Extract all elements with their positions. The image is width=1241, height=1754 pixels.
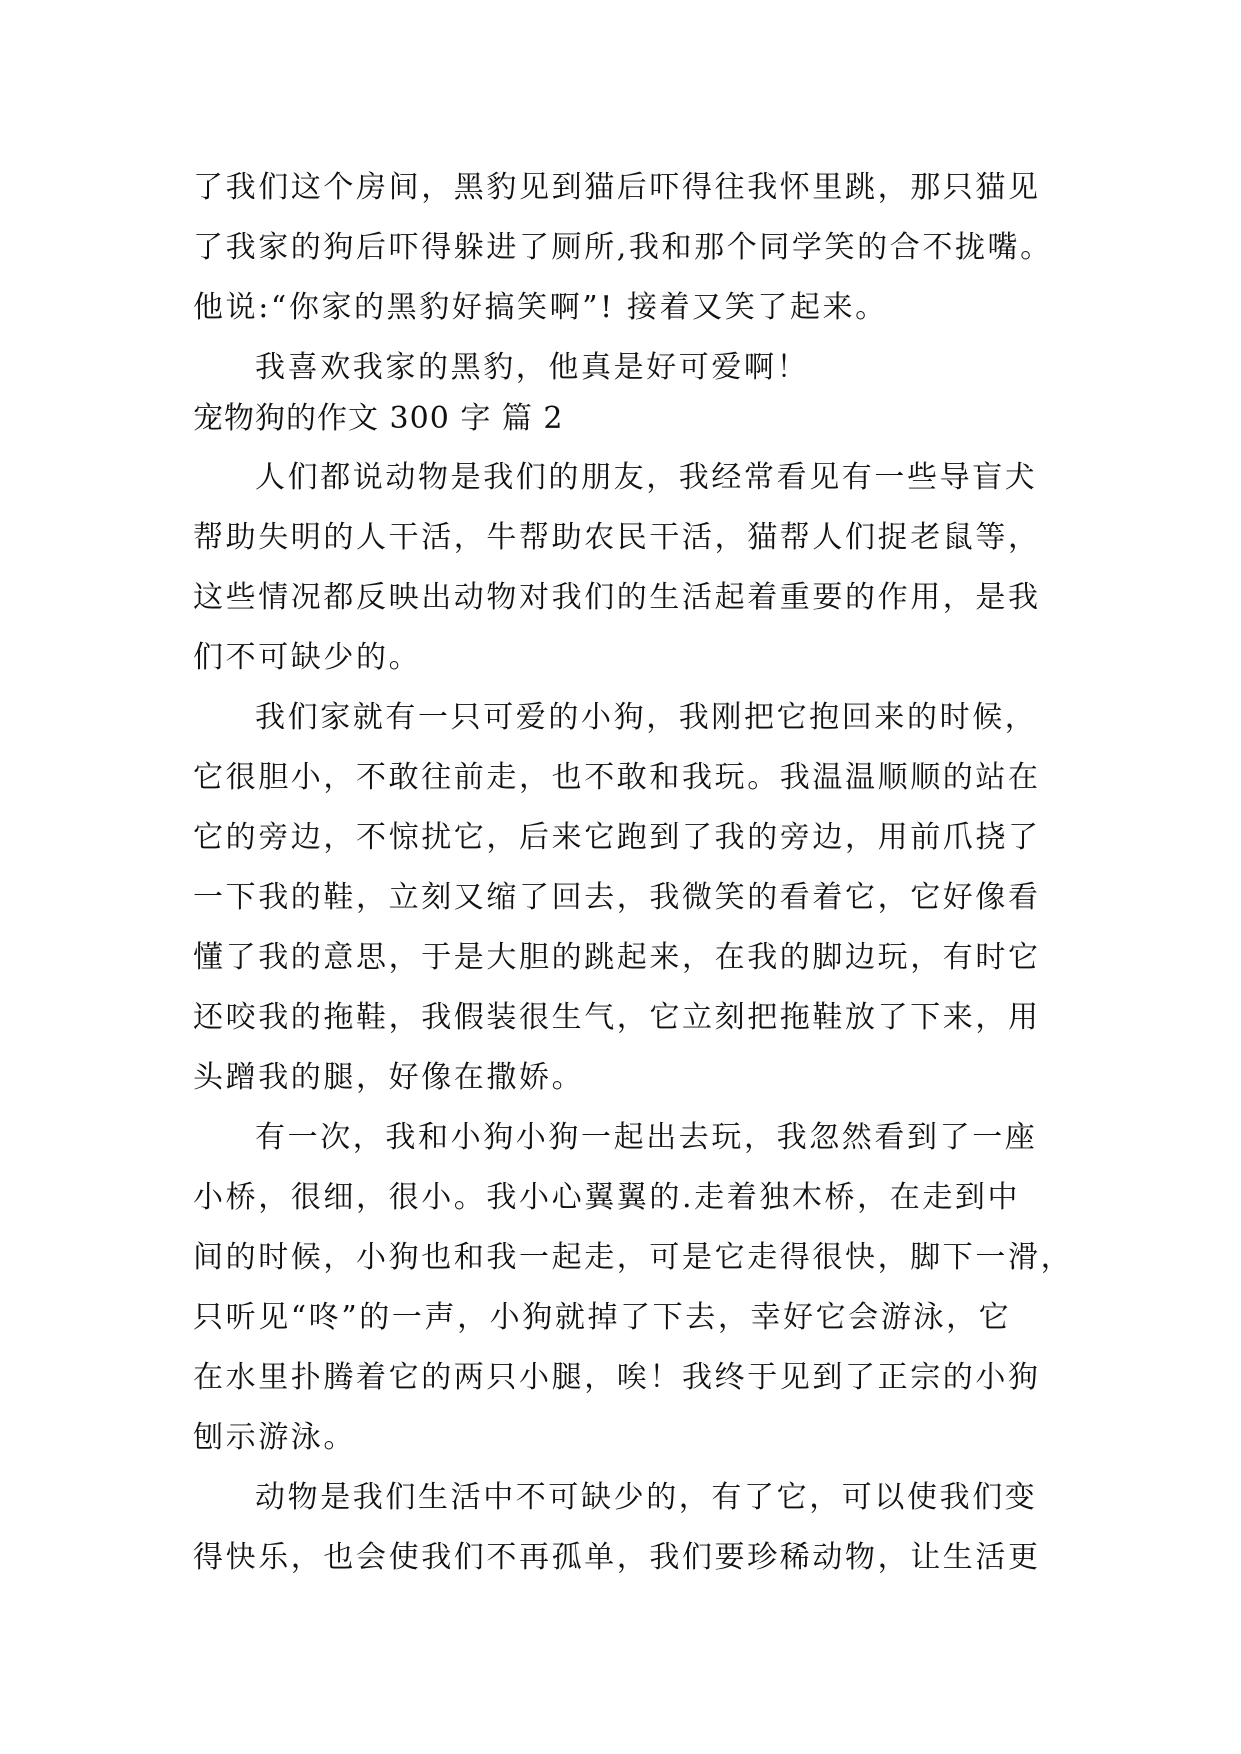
- text-line: 它很胆小，不敢往前走，也不敢和我玩。我温温顺顺的站在: [193, 760, 1041, 795]
- text-line: 还咬我的拖鞋，我假装很生气，它立刻把拖鞋放了下来，用: [193, 1000, 1041, 1035]
- text-line: 懂了我的意思，于是大胆的跳起来，在我的脚边玩，有时它: [193, 940, 1041, 975]
- text-line: 了我们这个房间，黑豹见到猫后吓得往我怀里跳，那只猫见: [193, 170, 1041, 205]
- text-line: 们不可缺少的。: [193, 640, 422, 675]
- text-line: 间的时候，小狗也和我一起走，可是它走得很快，脚下一滑，: [193, 1240, 1074, 1275]
- text-line: 得快乐，也会使我们不再孤单，我们要珍稀动物，让生活更: [193, 1540, 1041, 1575]
- text-line: 一下我的鞋，立刻又缩了回去，我微笑的看着它，它好像看: [193, 880, 1041, 915]
- text-line: 帮助失明的人干活，牛帮助农民干活，猫帮人们捉老鼠等，: [193, 520, 1041, 555]
- text-line: 动物是我们生活中不可缺少的，有了它，可以使我们变: [255, 1480, 1038, 1515]
- text-line: 刨示游泳。: [193, 1420, 356, 1455]
- text-line: 小桥，很细，很小。我小心翼翼的.走着独木桥，在走到中: [193, 1180, 1021, 1215]
- text-line: 我喜欢我家的黑豹，他真是好可爱啊！: [255, 350, 810, 385]
- text-line: 在水里扑腾着它的两只小腿，唉！我终于见到了正宗的小狗: [193, 1360, 1041, 1395]
- text-line: 人们都说动物是我们的朋友，我经常看见有一些导盲犬: [255, 460, 1038, 495]
- section-heading: 宠物狗的作文 300 字 篇 2: [193, 401, 564, 436]
- text-line: 头蹭我的腿，好像在撒娇。: [193, 1060, 585, 1095]
- text-line: 了我家的狗后吓得躲进了厕所,我和那个同学笑的合不拢嘴。: [193, 230, 1053, 265]
- text-line: 这些情况都反映出动物对我们的生活起着重要的作用，是我: [193, 580, 1041, 615]
- text-line: 只听见“咚”的一声，小狗就掉了下去，幸好它会游泳，它: [193, 1300, 1012, 1335]
- text-line: 它的旁边，不惊扰它，后来它跑到了我的旁边，用前爪挠了: [193, 820, 1041, 855]
- text-line: 我们家就有一只可爱的小狗，我刚把它抱回来的时候，: [255, 700, 1038, 735]
- text-line: 他说:“你家的黑豹好搞笑啊”! 接着又笑了起来。: [193, 290, 888, 325]
- text-line: 有一次，我和小狗小狗一起出去玩，我忽然看到了一座: [255, 1120, 1038, 1155]
